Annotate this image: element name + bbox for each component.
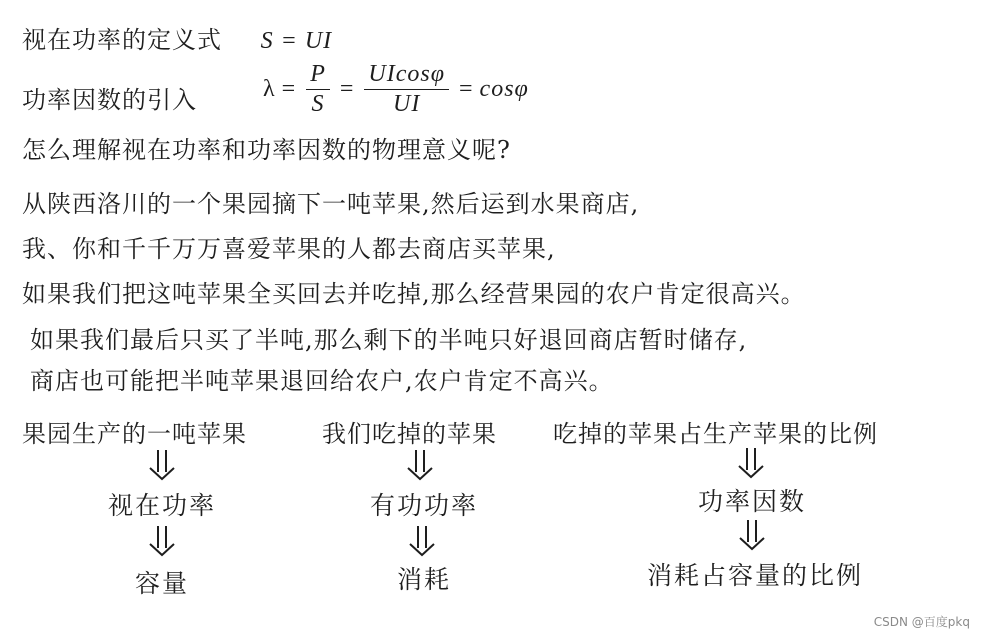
equals-sign-2: = xyxy=(339,76,355,103)
double-down-arrow-icon xyxy=(146,448,178,482)
question-text: 怎么理解视在功率和功率因数的物理意义呢? xyxy=(22,136,511,164)
power-factor-line xyxy=(22,62,529,117)
cos-phi-result: cosφ xyxy=(479,76,529,103)
analogy-col3-mid: 功率因数 xyxy=(697,487,807,516)
analogy-col3-bottom: 消耗占容量的比例 xyxy=(646,561,864,590)
double-down-arrow-icon xyxy=(404,448,436,482)
apparent-power-line xyxy=(22,20,332,55)
double-down-arrow-icon xyxy=(735,446,767,480)
power-factor-label: 功率因数的引入 xyxy=(22,86,197,115)
fraction-2-denominator: UI xyxy=(393,91,421,118)
analogy-col1-mid: 视在功率 xyxy=(107,491,217,520)
watermark: CSDN @百度pkq xyxy=(873,615,970,629)
equals-sign-1: = xyxy=(281,76,297,103)
story-line-1: 从陕西洛川的一个果园摘下一吨苹果,然后运到水果商店, xyxy=(22,190,640,218)
analogy-col3-top: 吃掉的苹果占生产苹果的比例 xyxy=(553,420,878,448)
fraction-1-numerator: P xyxy=(306,62,330,90)
fraction-2-numerator: UIcosφ xyxy=(364,62,449,90)
analogy-col2-top: 我们吃掉的苹果 xyxy=(322,420,497,448)
apparent-power-label: 视在功率的定义式 xyxy=(22,26,222,54)
story-line-3: 如果我们把这吨苹果全买回去并吃掉,那么经营果园的农户肯定很高兴。 xyxy=(22,280,806,308)
analogy-col2-mid: 有功功率 xyxy=(369,491,479,520)
story-line-5: 商店也可能把半吨苹果退回给农户,农户肯定不高兴。 xyxy=(30,367,614,395)
analogy-col1-top: 果园生产的一吨苹果 xyxy=(22,420,247,448)
story-line-4: 如果我们最后只买了半吨,那么剩下的半吨只好退回商店暂时储存, xyxy=(30,326,748,354)
apparent-power-formula: S = UI xyxy=(260,28,333,54)
fraction-uicos-over-ui xyxy=(364,62,449,117)
double-down-arrow-icon xyxy=(146,524,178,558)
fraction-p-over-s xyxy=(306,62,330,117)
power-factor-formula xyxy=(263,62,529,117)
double-down-arrow-icon xyxy=(736,518,768,552)
analogy-col1-bottom: 容量 xyxy=(134,569,190,598)
analogy-col2-bottom: 消耗 xyxy=(396,565,452,594)
story-line-2: 我、你和千千万万喜爱苹果的人都去商店买苹果, xyxy=(22,235,556,263)
double-down-arrow-icon xyxy=(406,524,438,558)
lambda-symbol: λ xyxy=(263,76,276,103)
fraction-1-denominator: S xyxy=(311,91,325,118)
equals-sign-3: = xyxy=(459,76,474,103)
